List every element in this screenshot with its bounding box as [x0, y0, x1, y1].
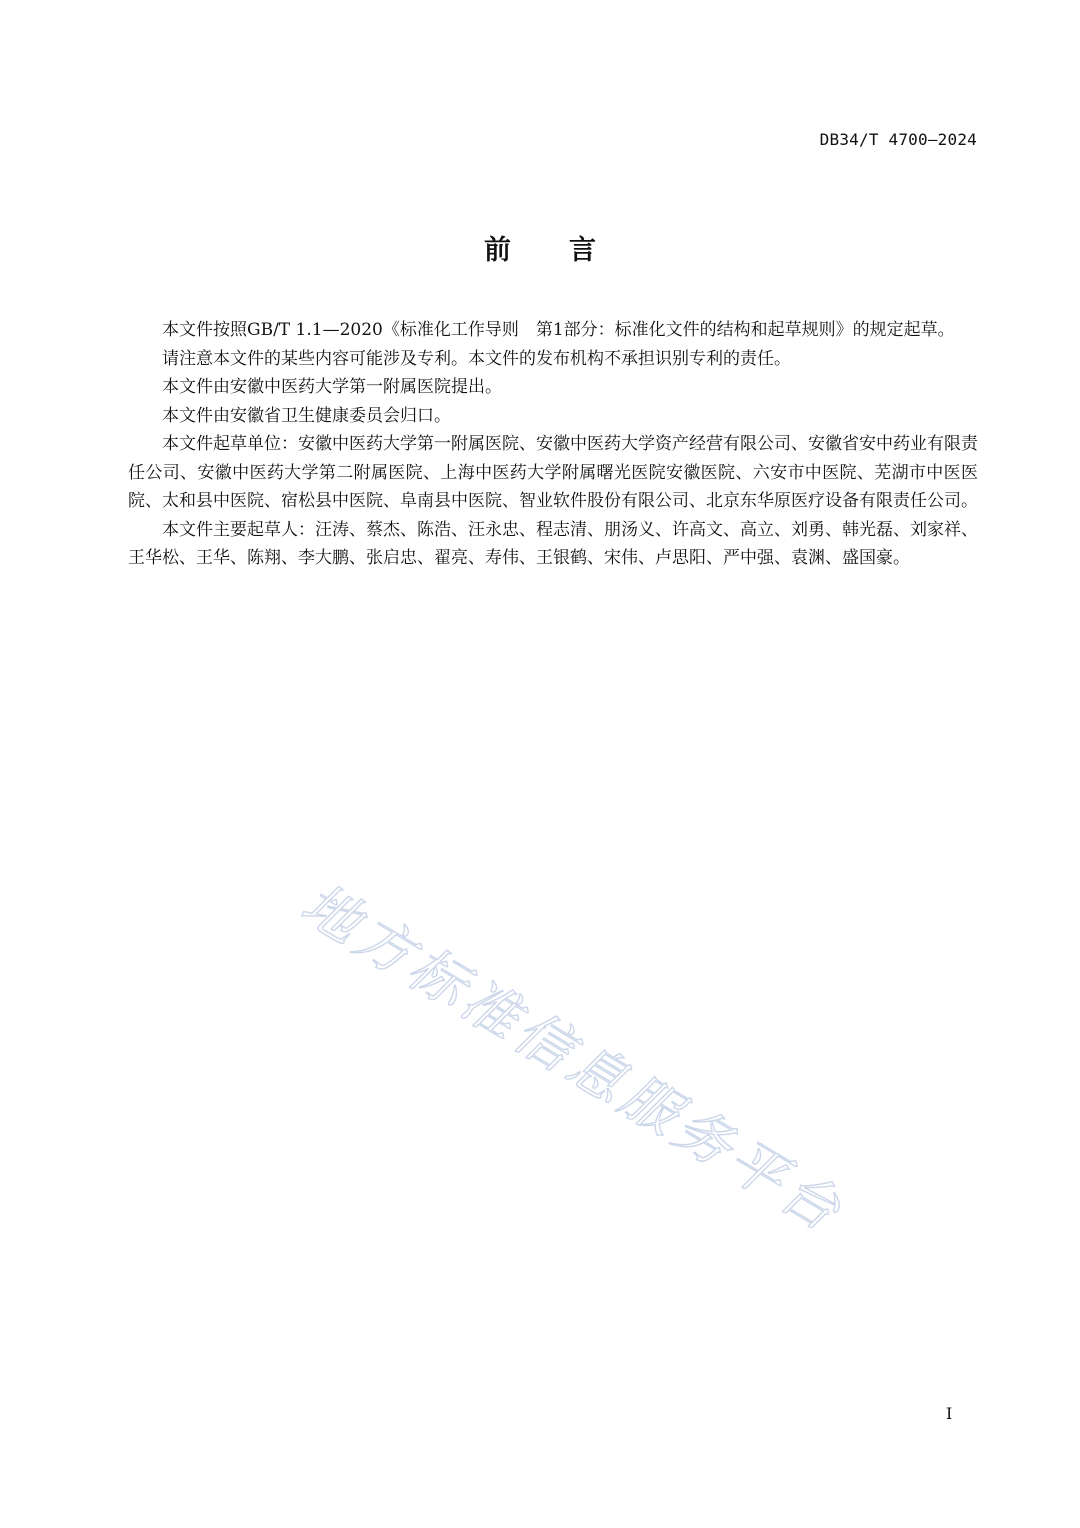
page-number: I: [946, 1404, 953, 1423]
paragraph-drafting-units: 本文件起草单位：安徽中医药大学第一附属医院、安徽中医药大学资产经营有限公司、安徽省安中药业有限责任公司、安徽中医药大学第二附属医院、上海中医药大学附属曙光医院安徽医院、六安市中医院、芜湖市中医医院、太和县中医院、宿松县中医院、阜南县中医院、智业软件股份有限公司、北京东华原医疗设备有限责任公司。: [128, 434, 978, 511]
section-title: 前言: [484, 235, 654, 266]
paragraph-drafters: 本文件主要起草人：汪涛、蔡杰、陈浩、汪永忠、程志清、朋汤义、许高文、高立、刘勇、韩光磊、刘家祥、王华松、王华、陈翔、李大鹏、张启忠、翟亮、寿伟、王银鹤、宋伟、卢思阳、严中强、袁渊、盛国豪。: [128, 519, 978, 568]
watermark: 地方标准信息服务平台: [290, 871, 856, 1247]
paragraph-drafting-basis: 本文件按照GB/T 1.1—2020《标准化工作导则 第1部分：标准化文件的结构和起草规则》的规定起草。: [162, 320, 955, 340]
paragraph-proposer: 本文件由安徽中医药大学第一附属医院提出。: [162, 377, 502, 397]
paragraph-administrator: 本文件由安徽省卫生健康委员会归口。: [162, 405, 451, 426]
paragraph-patent-notice: 请注意本文件的某些内容可能涉及专利。本文件的发布机构不承担识别专利的责任。: [162, 348, 791, 369]
foreword-body: [128, 316, 978, 573]
document-code: DB34/T 4700—2024: [819, 130, 977, 149]
